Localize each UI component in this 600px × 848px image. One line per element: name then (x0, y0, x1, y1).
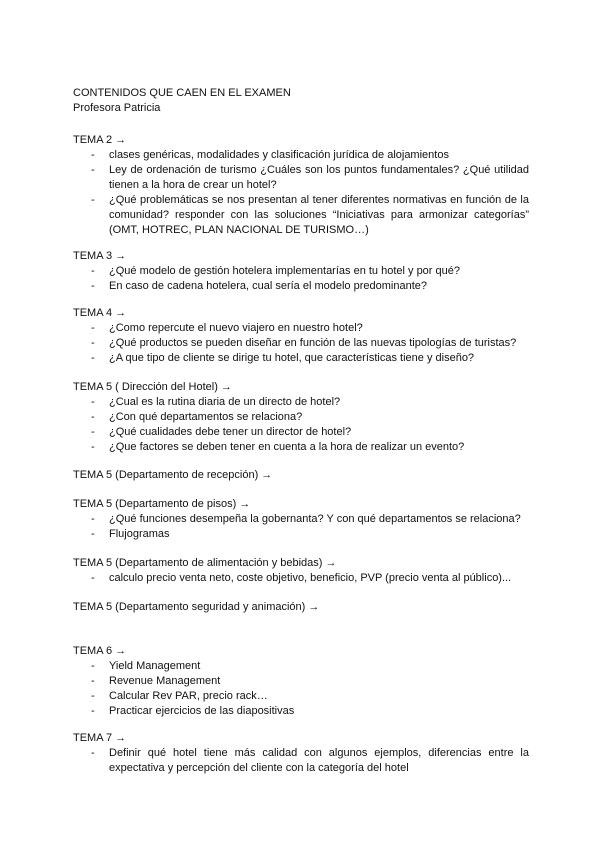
section-item-list (73, 321, 529, 366)
section-item-list (73, 395, 529, 455)
section-title: TEMA 5 ( Dirección del Hotel) → (73, 381, 232, 393)
section-tema (73, 306, 529, 366)
section-item-list (73, 659, 529, 719)
list-item: - Flujogramas (73, 527, 529, 542)
document-header (73, 86, 291, 116)
list-item: - calculo precio venta neto, coste objetivo, beneficio, PVP (precio venta al público)... (73, 571, 529, 586)
list-item: - ¿Qué cualidades debe tener un director de hotel? (73, 425, 529, 440)
list-item: - ¿Qué problemáticas se nos presentan al tener diferentes normativas en función de la comunidad? responder con las soluciones “Iniciativas para armonizar categorías” (OMT, HOTREC, PLAN NACIONAL DE TURISMO…) (73, 193, 529, 238)
list-item: - Definir qué hotel tiene más calidad con algunos ejemplos, diferencias entre la expectativa y percepción del cliente con la categoría del hotel (73, 746, 529, 776)
section-tema (73, 468, 529, 483)
section-tema (73, 133, 529, 238)
list-item: - ¿Qué modelo de gestión hotelera implementarías en tu hotel y por qué? (73, 264, 529, 279)
section-title: TEMA 5 (Departamento de pisos) → (73, 498, 251, 510)
teacher-name: Profesora Patricia (73, 102, 161, 114)
document-title: CONTENIDOS QUE CAEN EN EL EXAMEN (73, 87, 291, 99)
section-tema (73, 380, 529, 455)
section-item-list (73, 148, 529, 238)
section-tema (73, 644, 529, 719)
list-item: - ¿Qué productos se pueden diseñar en función de las nuevas tipologías de turistas? (73, 336, 529, 351)
list-item: - ¿Cual es la rutina diaria de un directo de hotel? (73, 395, 529, 410)
section-title: TEMA 5 (Departamento de recepción) → (73, 469, 273, 481)
section-tema (73, 600, 529, 615)
section-title: TEMA 6 → (73, 645, 127, 657)
list-item: - Calcular Rev PAR, precio rack… (73, 689, 529, 704)
section-item-list (73, 571, 529, 586)
list-item: - Ley de ordenación de turismo ¿Cuáles son los puntos fundamentales? ¿Qué utilidad tienen a la hora de crear un hotel? (73, 163, 529, 193)
list-item: - En caso de cadena hotelera, cual sería el modelo predominante? (73, 279, 529, 294)
section-title: TEMA 3 → (73, 250, 127, 262)
section-title: TEMA 5 (Departamento de alimentación y bebidas) → (73, 557, 337, 569)
list-item: - Practicar ejercicios de las diapositivas (73, 704, 529, 719)
list-item: - ¿Como repercute el nuevo viajero en nuestro hotel? (73, 321, 529, 336)
section-tema (73, 249, 529, 294)
section-title: TEMA 4 → (73, 307, 127, 319)
list-item: - ¿Que factores se deben tener en cuenta a la hora de realizar un evento? (73, 440, 529, 455)
list-item: - Yield Management (73, 659, 529, 674)
section-tema (73, 731, 529, 776)
list-item: - ¿Qué funciones desempeña la gobernanta? Y con qué departamentos se relaciona? (73, 512, 529, 527)
section-item-list (73, 264, 529, 294)
list-item: - ¿A que tipo de cliente se dirige tu hotel, que características tiene y diseño? (73, 351, 529, 366)
section-item-list (73, 512, 529, 542)
list-item: - Revenue Management (73, 674, 529, 689)
section-title: TEMA 7 → (73, 732, 127, 744)
section-item-list (73, 746, 529, 776)
section-tema (73, 556, 529, 586)
section-tema (73, 497, 529, 542)
list-item: - ¿Con qué departamentos se relaciona? (73, 410, 529, 425)
list-item: - clases genéricas, modalidades y clasificación jurídica de alojamientos (73, 148, 529, 163)
section-title: TEMA 2 → (73, 134, 127, 146)
section-title: TEMA 5 (Departamento seguridad y animación) → (73, 601, 320, 613)
